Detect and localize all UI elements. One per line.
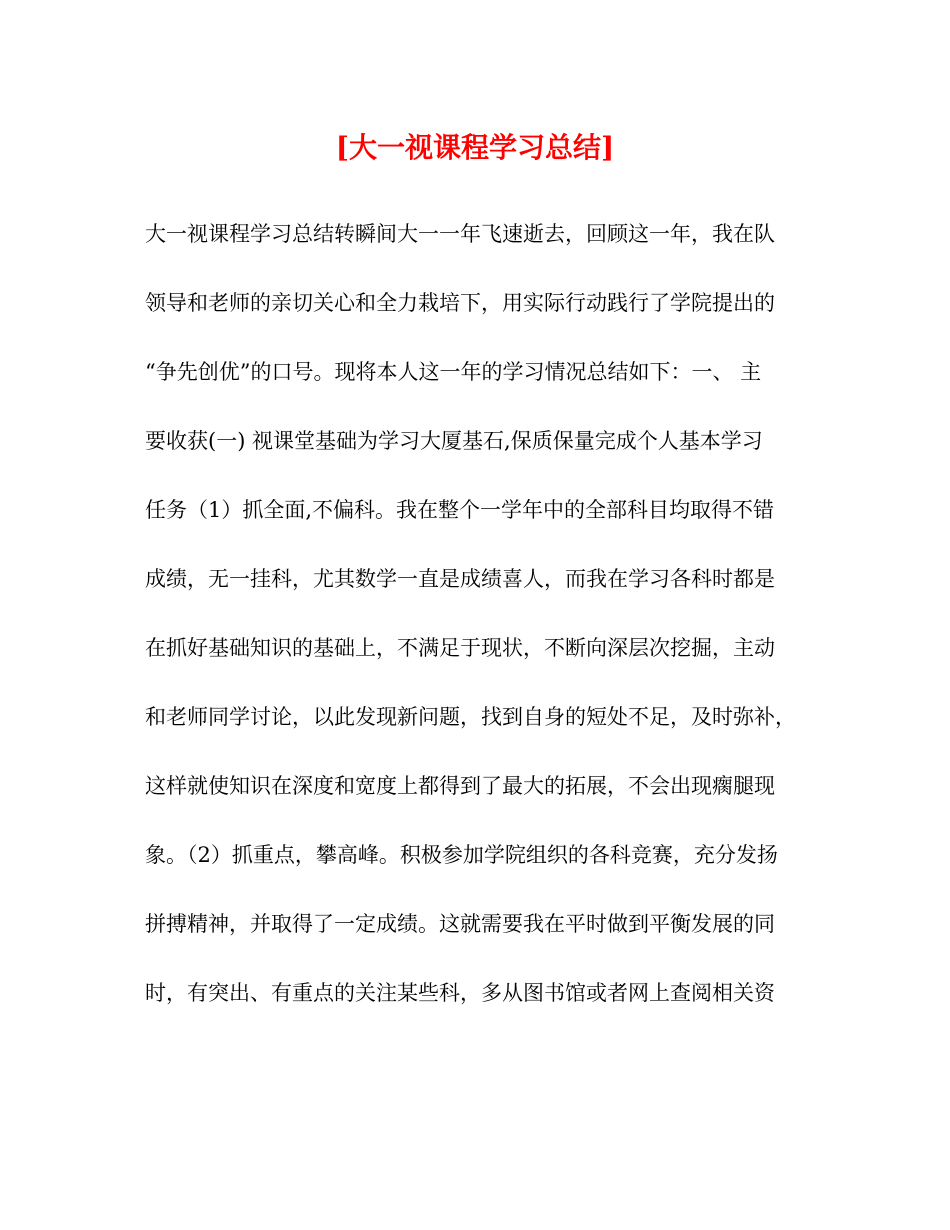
body-line: 成绩，无一挂科，尤其数学一直是成绩喜人，而我在学习各科时都是: [145, 567, 775, 591]
body-line: 这样就使知识在深度和宽度上都得到了最大的拓展，不会出现瘸腿现: [145, 774, 775, 798]
document-title: [大一视课程学习总结]: [335, 131, 615, 164]
body-line: 和老师同学讨论，以此发现新问题，找到自身的短处不足，及时弥补，: [145, 705, 796, 729]
body-line: 任务（1）抓全面,不偏科。我在整个一学年中的全部科目均取得不错: [145, 498, 775, 522]
body-line: “争先创优”的口号。现将本人这一年的学习情况总结如下：一、 主: [145, 360, 762, 384]
body-line: 领导和老师的亲切关心和全力栽培下，用实际行动践行了学院提出的: [145, 291, 775, 315]
body-line: 拼搏精神，并取得了一定成绩。这就需要我在平时做到平衡发展的同: [145, 912, 775, 936]
body-line: 要收获(一) 视课堂基础为学习大厦基石,保质保量完成个人基本学习: [145, 429, 763, 453]
body-line: 在抓好基础知识的基础上，不满足于现状，不断向深层次挖掘，主动: [145, 636, 775, 660]
body-line: 时，有突出、有重点的关注某些科，多从图书馆或者网上查阅相关资: [145, 981, 775, 1005]
body-line: 大一视课程学习总结转瞬间大一一年飞速逝去，回顾这一年，我在队: [145, 222, 775, 246]
body-line: 象。（2）抓重点，攀高峰。积极参加学院组织的各科竞赛，充分发扬: [145, 843, 778, 867]
